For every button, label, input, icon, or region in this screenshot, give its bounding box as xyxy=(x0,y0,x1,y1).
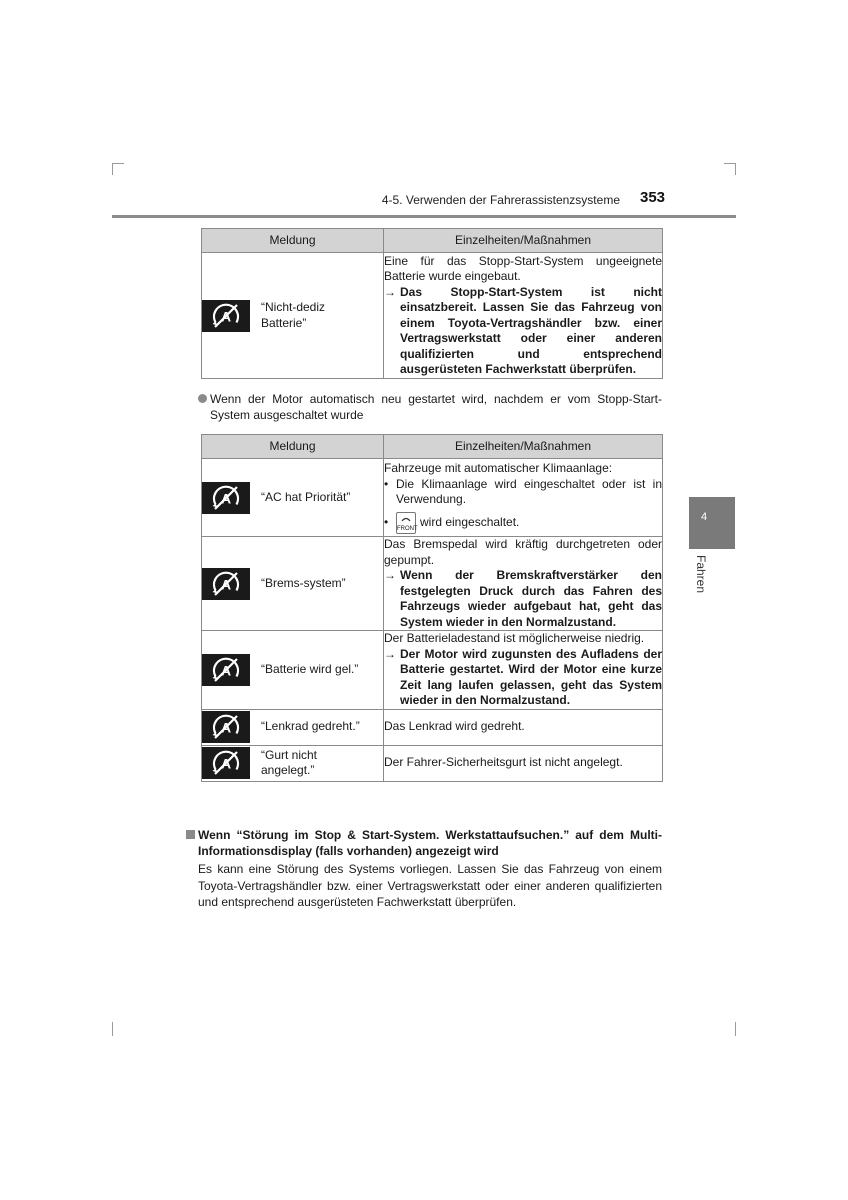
message-text: “Lenkrad gedreht.” xyxy=(261,719,360,734)
message-table-1 xyxy=(201,228,663,379)
running-header-section: 4-5. Verwenden der Fahrerassistenzsysteme xyxy=(381,193,620,207)
details-cell xyxy=(384,537,663,631)
header-rule xyxy=(112,215,736,218)
crop-mark-bottom-right-v xyxy=(735,1022,736,1036)
stop-start-off-icon xyxy=(202,654,250,686)
message-cell xyxy=(202,537,384,631)
chapter-tab-number: 4 xyxy=(700,511,708,523)
message-cell xyxy=(202,253,384,379)
stop-start-off-icon xyxy=(202,747,250,779)
details-text: Eine für das Stopp-Start-System ungeeignete Batterie wurde eingebaut. xyxy=(384,253,662,283)
action-text: Der Motor wird zugunsten des Aufladens der Batterie gestartet. Wird der Motor eine kurze Zeit lang laufen gelassen, geht das System wieder in den Normalzustand. xyxy=(400,646,662,707)
stop-start-off-icon xyxy=(202,711,250,743)
bullet-text: wird eingeschaltet. xyxy=(420,515,520,529)
note-text: Wenn der Motor automatisch neu gestartet wird, nachdem er vom Stopp-Start-System ausgeschaltet wurde xyxy=(210,392,662,422)
stop-start-off-icon xyxy=(202,482,250,514)
message-text: “Batterie wird gel.” xyxy=(261,662,359,676)
details-cell xyxy=(384,745,663,781)
note-paragraph xyxy=(198,391,662,423)
message-text: “AC hat Priorität” xyxy=(261,489,351,504)
message-text: “Brems-system” xyxy=(261,575,346,590)
table-row xyxy=(202,709,663,745)
details-cell xyxy=(384,253,663,379)
square-bullet-icon xyxy=(186,830,195,839)
details-text: Der Fahrer-Sicherheitsgurt ist nicht angelegt. xyxy=(384,755,623,770)
arrow-icon: → xyxy=(384,284,396,299)
message-table-2 xyxy=(201,434,663,782)
message-cell xyxy=(202,709,384,745)
details-text: Das Lenkrad wird gedreht. xyxy=(384,719,525,734)
action-text: Das Stopp-Start-System ist nicht einsatzbereit. Lassen Sie das Fahrzeug von einem Toyota-Vertragshändler bzw. einer Vertragswerkstatt oder einer anderen qualifizierten und entsprechend ausgerüsteten Fachwerkstatt überprüfen. xyxy=(400,284,662,376)
arrow-icon: → xyxy=(384,646,396,661)
bullet-text: Die Klimaanlage wird eingeschaltet oder ist in Verwendung. xyxy=(396,476,662,507)
front-defroster-button-icon xyxy=(396,512,416,534)
message-text: “Nicht-dediz Batterie” xyxy=(261,300,326,330)
bullet-icon: • xyxy=(384,515,389,529)
table-row xyxy=(202,253,663,379)
column-header-message: Meldung xyxy=(202,229,384,253)
details-text: Fahrzeuge mit automatischer Klimaanlage: xyxy=(384,461,613,476)
table-row xyxy=(202,459,663,537)
column-header-details: Einzelheiten/Maßnahmen xyxy=(384,435,663,459)
details-cell xyxy=(384,631,663,710)
section-title: Wenn “Störung im Stop & Start-System. Werkstattaufsuchen.” auf dem Multi-Informationsdisplay (falls vorhanden) angezeigt wird xyxy=(198,828,662,858)
message-cell xyxy=(202,631,384,710)
crop-mark-bottom-left-v xyxy=(112,1022,113,1036)
crop-mark-top-left-h xyxy=(112,163,124,164)
table-row xyxy=(202,745,663,781)
details-cell xyxy=(384,709,663,745)
crop-mark-top-right-v xyxy=(735,163,736,175)
arrow-icon: → xyxy=(384,568,396,582)
table-header-row xyxy=(202,435,663,459)
stop-start-off-icon xyxy=(202,300,250,332)
table-row xyxy=(202,631,663,710)
message-text: “Gurt nicht angelegt.” xyxy=(261,747,318,777)
table-row xyxy=(202,537,663,631)
chapter-tab-label: Fahren xyxy=(694,555,708,594)
details-cell xyxy=(384,459,663,537)
chapter-tab xyxy=(689,497,735,549)
page-number: 353 xyxy=(640,189,666,206)
table-header-row xyxy=(202,229,663,253)
bullet-icon: • xyxy=(384,476,389,491)
circle-bullet-icon xyxy=(198,394,207,403)
stop-start-off-icon xyxy=(202,568,250,600)
section-body: Es kann eine Störung des Systems vorliegen. Lassen Sie das Fahrzeug von einem Toyota-Vertragshändler bzw. einer Vertragswerkstatt oder einer anderen qualifizierten und entsprechend ausgerüsteten Fachwerkstatt überprüfen. xyxy=(198,862,662,909)
front-button-text: FRONT xyxy=(397,525,418,532)
message-cell xyxy=(202,745,384,781)
column-header-message: Meldung xyxy=(202,435,384,459)
message-cell xyxy=(202,459,384,537)
details-text: Der Batterieladestand ist möglicherweise niedrig. xyxy=(384,631,645,645)
details-text: Das Bremspedal wird kräftig durchgetreten oder gepumpt. xyxy=(384,537,662,567)
crop-mark-top-left-v xyxy=(112,163,113,175)
action-text: Wenn der Bremskraftverstärker den festgelegten Druck durch das Fahren des Fahrzeugs wieder aufgebaut hat, geht das System wieder in den Normalzustand. xyxy=(400,568,662,629)
malfunction-section xyxy=(186,827,662,911)
column-header-details: Einzelheiten/Maßnahmen xyxy=(384,229,663,253)
